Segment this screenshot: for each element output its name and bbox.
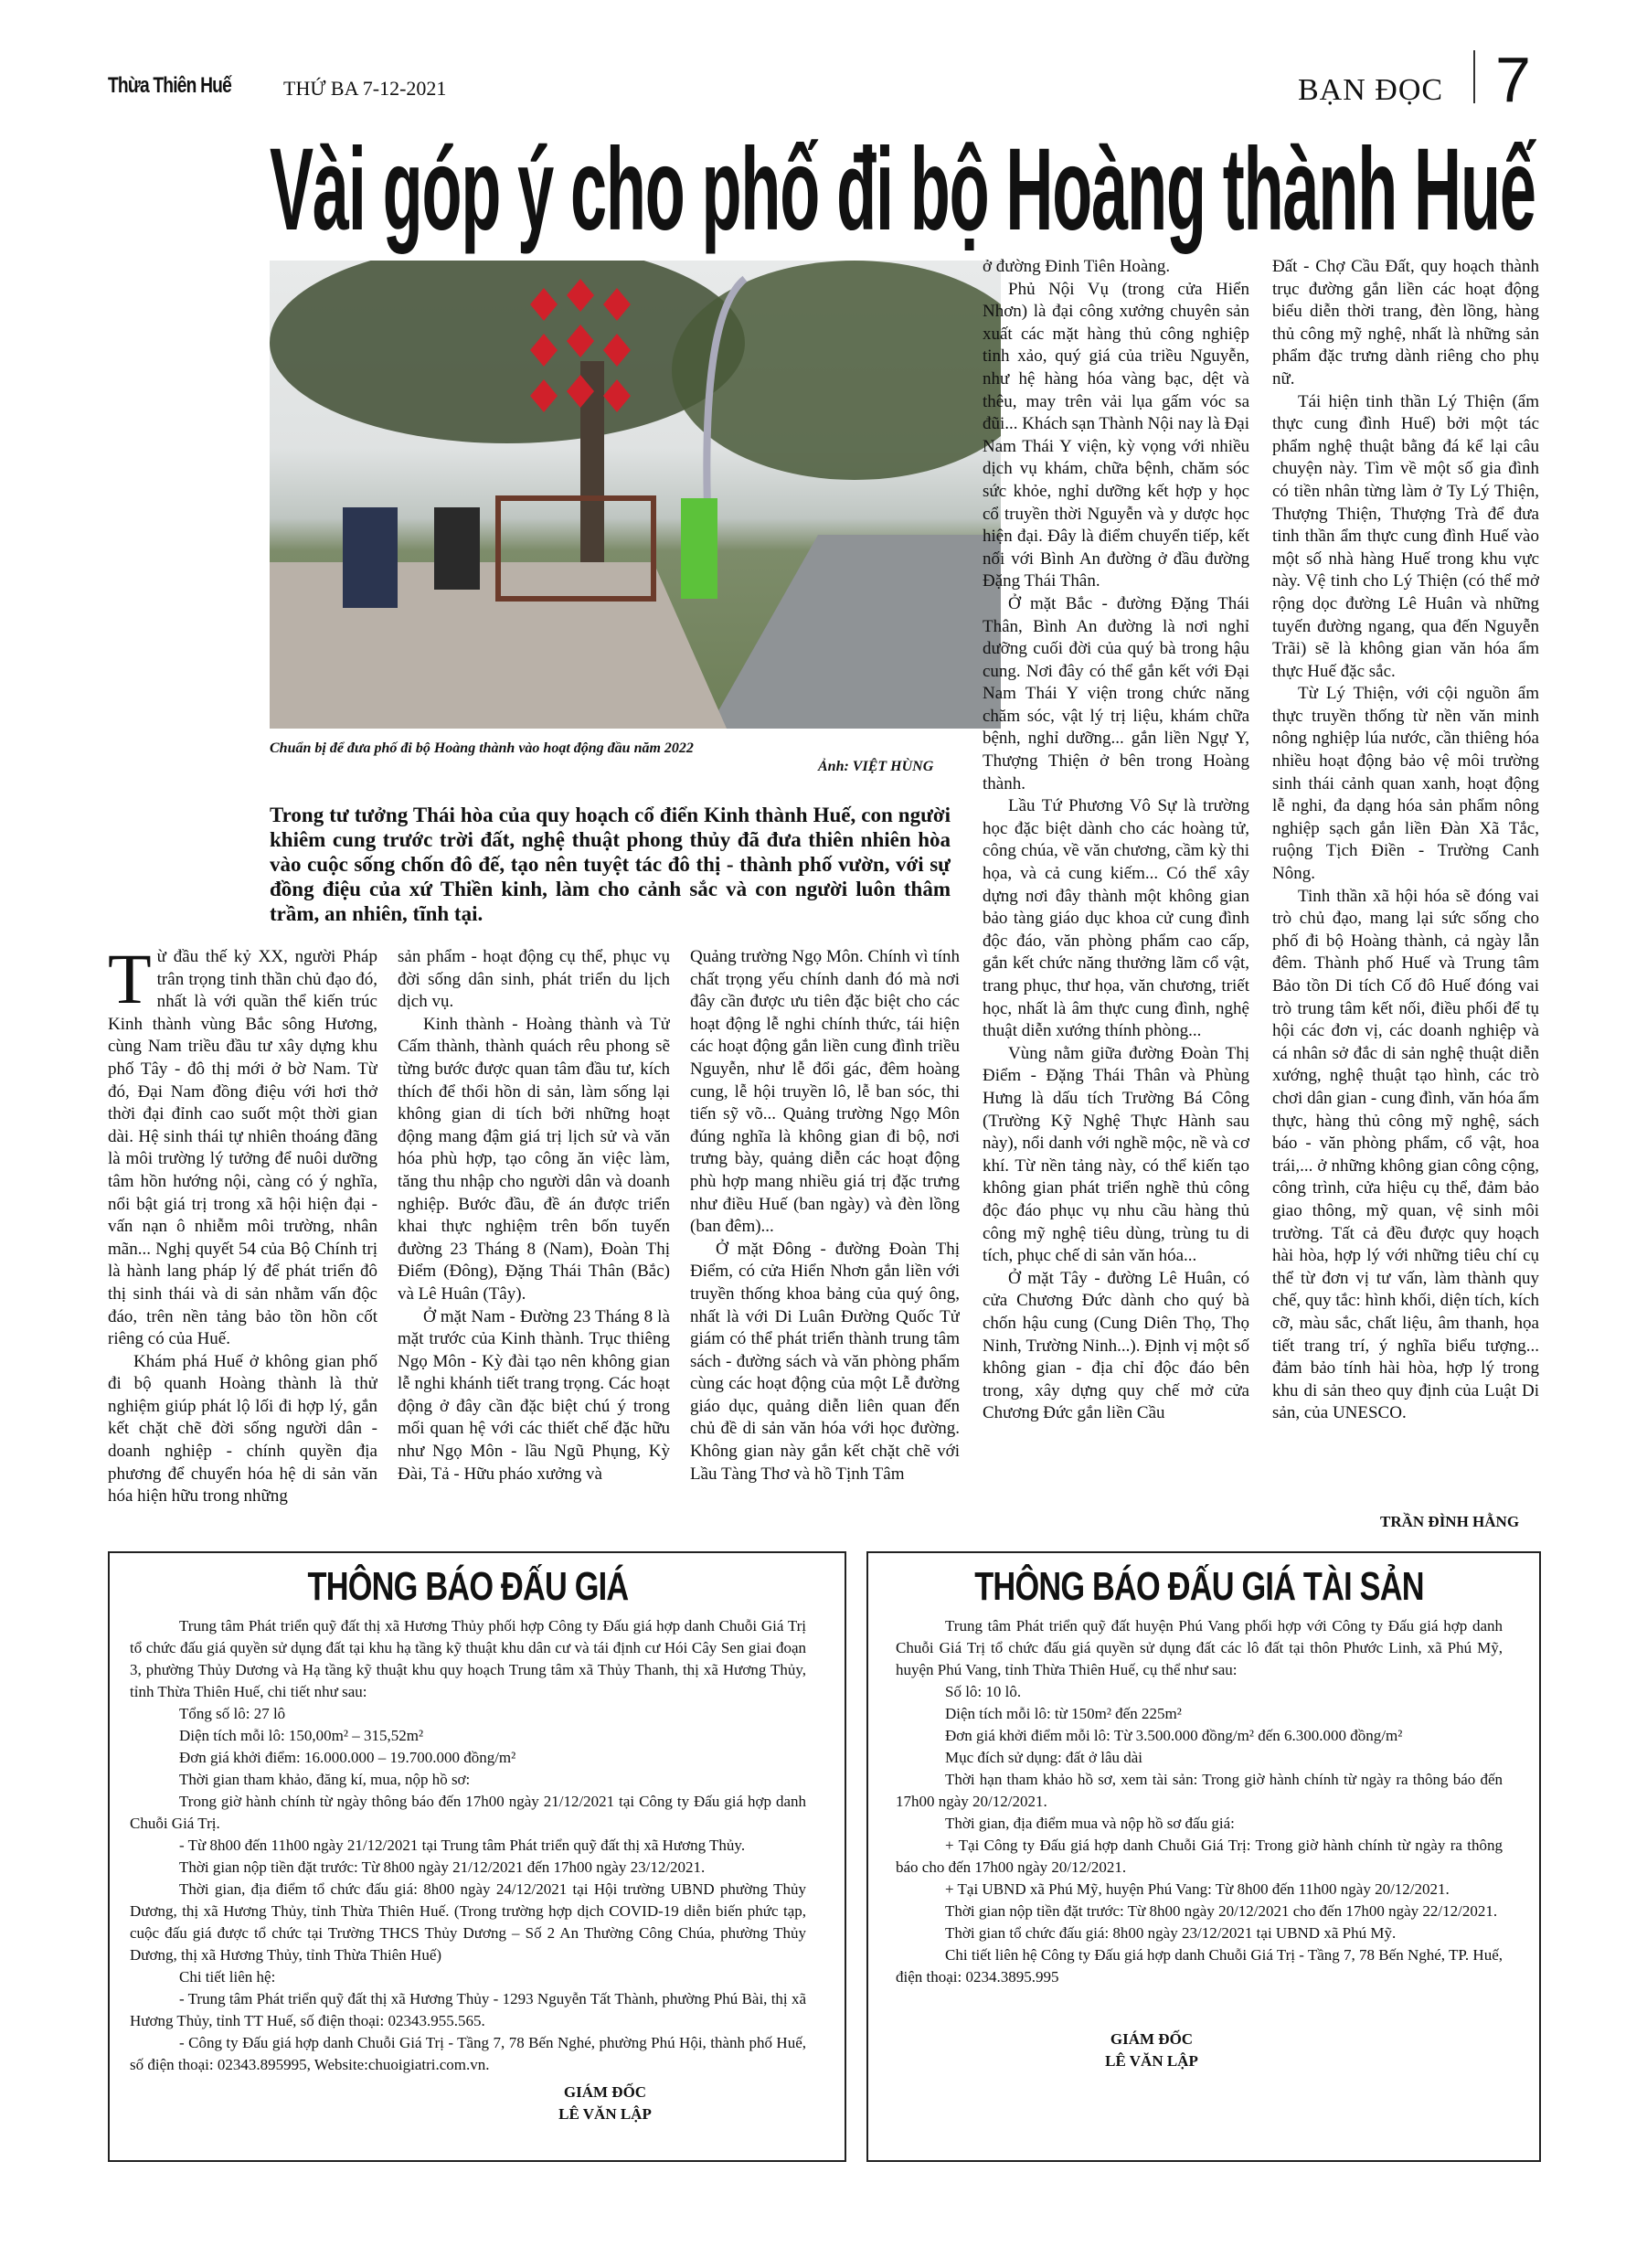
paragraph: sản phẩm - hoạt động cụ thể, phục vụ đời sống dân sinh, phát triển du lịch dịch vụ. [398, 947, 670, 1012]
paragraph: Thời hạn tham khảo hồ sơ, xem tài sản: Trong giờ hành chính từ ngày ra thông báo đến 17h00 ngày 20/12/2021. [896, 1771, 1503, 1810]
article-column-3 [690, 946, 960, 1540]
paragraph: Ở mặt Bắc - đường Đặng Thái Thân, Bình An đường là nơi nghỉ dưỡng cuối đời của quý bà trong hậu cung. Nơi đây có thể gắn kết với Đại Nam Thái Y viện trong chức năng chăm sóc, vật lý trị liệu, khám chữa bệnh, nghỉ dưỡng... gắn liền Ngự Y, Thượng Thiện ở bên trong Hoàng thành. [983, 593, 1249, 793]
signer-title: GIÁM ĐỐC [563, 2083, 647, 2101]
photo-caption: Chuẩn bị để đưa phố đi bộ Hoàng thành vào hoạt động đầu năm 2022 [270, 740, 694, 756]
article-column-2 [398, 946, 670, 1540]
article-author: TRẦN ĐÌNH HẰNG [1380, 1513, 1520, 1530]
article-lead: Trong tư tưởng Thái hòa của quy hoạch cổ điển Kinh thành Huế, con người khiêm cung trước trời đất, nghệ thuật phong thủy đã đưa thiên nhiên hòa vào cuộc sống chốn đô đế, tạo nên tuyệt tác đô thị - thành phố vườn, với sự đồng điệu của xứ Thiền kinh, làm cho cảnh sắc và con người luôn thâm trầm, an nhiên, tĩnh tại. [270, 804, 951, 925]
paragraph: + Tại UBND xã Phú Mỹ, huyện Phú Vang: Từ 8h00 đến 11h00 ngày 20/12/2021. [945, 1880, 1450, 1898]
paragraph: Từ Lý Thiện, với cội nguồn ẩm thực truyền thống từ nền văn minh nông nghiệp lúa nước, cần thiêng hóa nhiều hoạt động bảo vệ môi trường sinh thái cảnh quan xanh, hoạt động lễ nghi, đa dạng hóa sản phẩm nông nghiệp sạch gắn liền Đàn Xã Tắc, ruộng Tịch Điền - Trường Canh Nông. [1272, 684, 1539, 884]
paragraph: Kinh thành - Hoàng thành và Tử Cấm thành, thành quách rêu phong sẽ từng bước được quan tâm đầu tư, kích thích để thổi hồn di sản, làm sống lại không gian di tích bởi những hoạt động mang đậm giá trị lịch sử và văn hóa phù hợp, tạo công ăn việc làm, tăng thu nhập cho người dân và doanh nghiệp. Bước đầu, đề án được triển khai thực nghiệm trên bốn tuyến đường 23 Tháng 8 (Nam), Đoàn Thị Điểm (Đông), Đặng Thái Thân (Bắc) và Lê Huân (Tây). [398, 1014, 670, 1304]
street-scene-image [270, 261, 1001, 729]
paragraph: Ở mặt Tây - đường Lê Huân, có cửa Chương Đức dành cho quý bà chốn hậu cung (Cung Diên Thọ, Thọ Ninh, Trường Ninh...). Định vị một số không gian - địa chỉ độc đáo bên trong, xây dựng quy chế mở cửa Chương Đức gắn liền Cầu [983, 1268, 1249, 1423]
article-column-1 [108, 946, 377, 1540]
paragraph: Đất - Chợ Cầu Đất, quy hoạch thành trục đường gắn liền các hoạt động biểu diễn thời trang, đèn lồng, hàng thủ công mỹ nghệ, nhất là những sản phẩm đặc trưng dành riêng cho phụ nữ. [1272, 257, 1539, 389]
paragraph: Diện tích mỗi lô: từ 150m² đến 225m² [945, 1705, 1182, 1722]
paragraph: Đơn giá khởi điểm: 16.000.000 – 19.700.000 đồng/m² [179, 1749, 516, 1766]
paragraph: Vùng nằm giữa đường Đoàn Thị Điểm - Đặng Thái Thân và Phùng Hưng là dấu tích Trường Bá Công (Trường Kỹ Nghệ Thực Hành sau này), nổi danh với nghề mộc, nề và cơ khí. Từ nền tảng này, có thể kiến tạo không gian phát triển nghề thủ công độc đáo phục vụ nhu cầu hàng thủ công mỹ nghệ tiêu dùng, trùng tu di tích, phục chế di sản văn hóa... [983, 1043, 1249, 1266]
paragraph: Mục đích sử dụng: đất ở lâu dài [945, 1749, 1143, 1766]
article-column-4 [983, 256, 1249, 1536]
paragraph: Trung tâm Phát triển quỹ đất thị xã Hương Thủy phối hợp Công ty Đấu giá hợp danh Chuỗi Giá Trị tổ chức đấu giá quyền sử dụng đất tại khu hạ tầng kỹ thuật khu dân cư và tái định cư Hói Cây Sen giai đoạn 3, phường Thủy Dương và Hạ tầng kỹ thuật khu quy hoạch Trung tâm xã Thủy Thanh, thị xã Hương Thủy, tỉnh Thừa Thiên Huế, chi tiết như sau: [130, 1617, 806, 1700]
notice-title: THÔNG BÁO ĐẤU GIÁ TÀI SẢN [974, 1564, 1424, 1609]
paragraph: - Từ 8h00 đến 11h00 ngày 21/12/2021 tại Trung tâm Phát triển quỹ đất thị xã Hương Thủy. [179, 1837, 746, 1854]
article-column-5 [1272, 256, 1539, 1508]
paragraph: ở đường Đinh Tiên Hoàng. [983, 257, 1171, 276]
paragraph: Khám phá Huế ở không gian phố đi bộ quanh Hoàng thành là thử nghiệm giúp phát lộ lối đi hợp lý, gắn kết chặt chẽ đời sống người dân - doanh nghiệp - chính quyền địa phương để chuyển hóa hệ di sản văn hóa hiện hữu trong những [108, 1351, 377, 1507]
signer-name: LÊ VĂN LẬP [1105, 2052, 1198, 2070]
page-number: 7 [1495, 44, 1531, 115]
article-title: Vài góp ý cho phố đi bộ Hoàng thành Huế [270, 124, 1535, 255]
article-photo [270, 261, 1001, 729]
paragraph: Thời gian tổ chức đấu giá: 8h00 ngày 23/12/2021 tại UBND xã Phú Mỹ. [945, 1924, 1397, 1942]
paragraph: Trong giờ hành chính từ ngày thông báo đến 17h00 ngày 21/12/2021 tại Công ty Đấu giá hợp danh Chuỗi Giá Trị. [130, 1793, 806, 1832]
paragraph: Thời gian tham khảo, đăng kí, mua, nộp hồ sơ: [179, 1771, 471, 1788]
paragraph: Thời gian, địa điểm mua và nộp hồ sơ đấu giá: [945, 1815, 1235, 1832]
signer-name: LÊ VĂN LẬP [558, 2105, 652, 2123]
paragraph: Tổng số lô: 27 lô [179, 1705, 286, 1722]
paragraph: Lầu Tứ Phương Vô Sự là trường học đặc biệt dành cho các hoàng tử, công chúa, về văn chương, cầm kỳ thi họa, và cả cung kiếm... Có thể xây dựng nơi đây thành một không gian bảo tàng giáo dục khoa cử cung đình độc đáo, văn phòng phẩm cao cấp, gắn kết chức năng thưởng lãm cổ vật, trang phục, thư họa, văn chương, triết học, nhất là âm thực cung đình, nghệ thuật diễn xướng thính phòng... [983, 796, 1249, 1041]
paragraph: Trung tâm Phát triển quỹ đất huyện Phú Vang phối hợp với Công ty Đấu giá hợp danh Chuỗi Giá Trị tổ chức đấu giá quyền sử dụng đất các lô đất tại thôn Phước Linh, xã Phú Mỹ, huyện Phú Vang, tỉnh Thừa Thiên Huế, cụ thể như sau: [896, 1617, 1503, 1678]
paragraph: - Công ty Đấu giá hợp danh Chuỗi Giá Trị - Tầng 7, 78 Bến Nghé, phường Phú Hội, thành phố Huế, số điện thoại: 02343.895995, Website:chuoigiatri.com.vn. [130, 2034, 806, 2073]
newspaper-name: Thừa Thiên Huế [108, 73, 231, 98]
paragraph: ừ đầu thế kỷ XX, người Pháp trân trọng tinh thần chủ đạo đó, nhất là với quần thể kiến trúc Kinh thành vùng Bắc sông Hương, cùng Nam triều đầu tư xây dựng khu phố Tây - đô thị mới ở bờ Nam. Từ đó, Đại Nam đồng điệu với hơi thở thời đại đỉnh cao suốt một thời gian dài. Hệ sinh thái tự nhiên thoáng đãng là môi trường lý tưởng để nuôi dưỡng tâm hồn hướng nội, càng có ý nghĩa, nổi bật giá trị trong xã hội hiện đại - vấn nạn ô nhiễm môi trường, nhân mãn... Nghị quyết 54 của Bộ Chính trị là hành lang pháp lý để phát triển đô thị sinh thái và di sản nhằm vấn độc đáo, trên nền tảng bảo tồn hồn cốt riêng có của Huế. [108, 947, 377, 1349]
paragraph: Đơn giá khởi điểm mỗi lô: Từ 3.500.000 đồng/m² đến 6.300.000 đồng/m² [945, 1727, 1403, 1744]
paragraph: Ở mặt Nam - Đường 23 Tháng 8 là mặt trước của Kinh thành. Trục thiêng Ngọ Môn - Kỳ đài tạo nên không gian lễ nghi khánh tiết trang trọng. Các hoạt động ở đây cần đặc biệt chú ý trong mối quan hệ với các thiết chế đặc hữu như Ngọ Môn - lầu Ngũ Phụng, Kỳ Đài, Tả - Hữu pháo xưởng và [398, 1306, 670, 1484]
drop-cap: T [108, 946, 152, 1018]
paragraph: Chi tiết liên hệ Công ty Đấu giá hợp danh Chuỗi Giá Trị - Tầng 7, 78 Bến Nghé, TP. Huế, điện thoại: 0234.3895.995 [896, 1946, 1503, 1986]
paragraph: Thời gian, địa điểm tổ chức đấu giá: 8h00 ngày 24/12/2021 tại Hội trường UBND phường Thủy Dương, thị xã Hương Thủy, tỉnh Thừa Thiên Huế. (Trong trường hợp dịch COVID-19 diễn biến phức tạp, cuộc đấu giá được tổ chức tại Trường THCS Thủy Dương – Số 2 An Thường Công Chúa, phường Thủy Dương, thị xã Hương Thủy, tỉnh Thừa Thiên Huế) [130, 1880, 806, 1964]
header-divider [1473, 50, 1475, 103]
section-name: BẠN ĐỌC [1298, 73, 1444, 107]
paragraph: Quảng trường Ngọ Môn. Chính vì tính chất trọng yếu chính danh đó mà nơi đây cần được ưu tiên đặc biệt cho các hoạt động lễ nghi chính thức, tái hiện các hoạt động gắn liền cung đình triều Nguyễn, như lễ đổi gác, đêm hoàng cung, lễ hội truyền lô, lễ ban sóc, thi tiến sỹ võ... Quảng trường Ngọ Môn đúng nghĩa là không gian đi bộ, nơi trưng bày, quảng diễn các hoạt động phù hợp mang nhiều giá trị đặc trưng như điều Huế (ban ngày) và đèn lồng (ban đêm)... [690, 947, 960, 1237]
auction-notice-right [866, 1551, 1541, 2162]
paragraph: Tinh thần xã hội hóa sẽ đóng vai trò chủ đạo, mang lại sức sống cho phố đi bộ Hoàng thành, cả ngày lẫn đêm. Thành phố Huế và Trung tâm Bảo tồn Di tích Cố đô Huế đóng vai trò trung tâm kết nối, điều phối để tụ hội các đơn vị, các doanh nghiệp và cá nhân sở đắc di sản nghệ thuật diễn xướng, nghệ thuật tạo hình, các trò chơi dân gian - cung đình, văn hóa ẩm thực, hàng thủ công mỹ nghệ, sách báo - văn phòng phẩm, cổ vật, hoa trái,... ở những không gian công cộng, công trình, cửa hiệu cụ thể, đảm bảo giao thông, mỹ quan, vệ sinh môi trường. Tất cả đều được quy hoạch hài hòa, hợp lý với những tiêu chí cụ thể từ đơn vị tư vấn, làm thành quy chế, quy tắc: hình khối, diện tích, kích cỡ, màu sắc, chất liệu, âm thanh, họa tiết trang trí, ý nghĩa biểu tượng... đảm bảo tính hài hòa, hợp lý trong khu di sản theo quy định của Luật Di sản, của UNESCO. [1272, 886, 1539, 1423]
paragraph: Phủ Nội Vụ (trong cửa Hiển Nhơn) là đại công xưởng chuyên sản xuất các mặt hàng thủ công nghiệp tinh xảo, quý giá của triều Nguyễn, như hệ hàng hóa vàng bạc, dệt và thêu, may trên vải lụa gấm vóc sa đũi... Khách sạn Thành Nội nay là Đại Nam Thái Y viện, kỳ vọng với nhiều dịch vụ khám, chữa bệnh, chăm sóc sức khỏe, nghỉ dưỡng kết hợp y học cổ truyền thời Nguyễn và y dược học hiện đại. Đây là điểm chuyển tiếp, kết nối với Bình An đường ở đầu đường Đặng Thái Thân. [983, 279, 1249, 591]
auction-notice-left [108, 1551, 846, 2162]
paragraph: Số lô: 10 lô. [945, 1683, 1022, 1700]
paragraph: Ở mặt Đông - đường Đoàn Thị Điểm, có cửa Hiển Nhơn gắn liền với truyền thống khoa bảng của quý ông, nhất là với Di Luân Đường Quốc Tử giám có thể phát triển thành trung tâm sách - đường sách và văn phòng phẩm cùng các hoạt động của một Lễ đường giáo dục, quảng diễn liên quan đến chủ đề di sản văn hóa với học đường. Không gian này gắn kết chặt chẽ với Lầu Tàng Thơ và hồ Tịnh Tâm [690, 1239, 960, 1484]
issue-date: THỨ BA 7-12-2021 [283, 77, 447, 100]
paragraph: - Trung tâm Phát triển quỹ đất thị xã Hương Thủy - 1293 Nguyễn Tất Thành, phường Phú Bài, thị xã Hương Thủy, tỉnh TT Huế, số điện thoại: 02343.955.565. [130, 1990, 806, 2029]
paragraph: Thời gian nộp tiền đặt trước: Từ 8h00 ngày 21/12/2021 đến 17h00 ngày 23/12/2021. [179, 1858, 706, 1876]
signer-title: GIÁM ĐỐC [1110, 2030, 1194, 2048]
notice-title: THÔNG BÁO ĐẤU GIÁ [307, 1564, 629, 1609]
paragraph: Chi tiết liên hệ: [179, 1968, 276, 1986]
photo-credit: Ảnh: VIỆT HÙNG [818, 759, 934, 774]
paragraph: + Tại Công ty Đấu giá hợp danh Chuỗi Giá Trị: Trong giờ hành chính từ ngày ra thông báo cho đến 17h00 ngày 20/12/2021. [896, 1837, 1503, 1876]
paragraph: Thời gian nộp tiền đặt trước: Từ 8h00 ngày 20/12/2021 cho đến 17h00 ngày 22/12/2021. [945, 1902, 1498, 1920]
paragraph: Diện tích mỗi lô: 150,00m² – 315,52m² [179, 1727, 424, 1744]
paragraph: Tái hiện tinh thần Lý Thiện (ẩm thực cung đình Huế) bởi một tác phẩm nghệ thuật bằng đá kể lại câu chuyện này. Tìm về một số gia đình có tiền nhân từng làm ở Ty Lý Thiện, Thượng Thiện, Thượng Trà để đưa tinh thần ẩm thực cung đình Huế vào một số nhà hàng Huế trong khu vực này. Vệ tinh cho Lý Thiện (có thể mở rộng dọc đường Lê Huân và những tuyến đường ngang, qua đến Nguyễn Trãi) sẽ là không gian văn hóa ẩm thực Huế đặc sắc. [1272, 391, 1539, 681]
